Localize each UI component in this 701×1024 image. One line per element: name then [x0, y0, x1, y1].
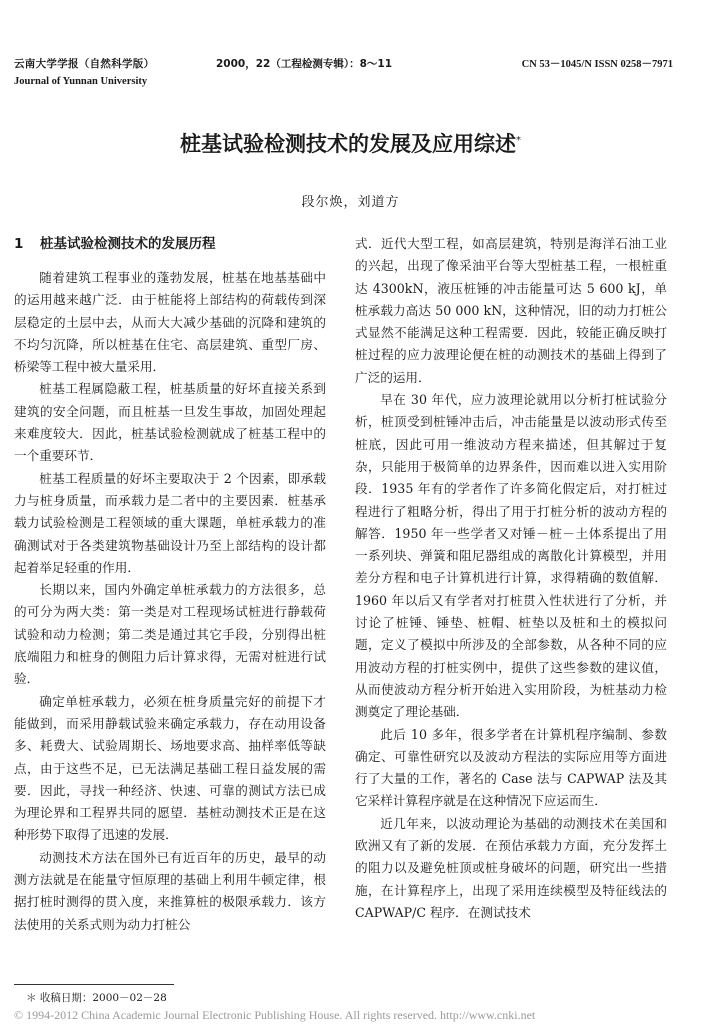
issue-info: 2000，22（工程检测专辑）：8～11: [216, 58, 393, 70]
paragraph: 桩基工程属隐蔽工程，桩基质量的好坏直接关系到建筑的安全问题，而且桩基一旦发生事故，加固处理起来难度较大．因此，桩基试验检测就成了桩基工程中的一个重要环节．: [14, 381, 326, 464]
journal-name-cn: 云南大学学报（自然科学版）: [14, 58, 155, 70]
paragraph-continued: 式．近代大型工程，如高层建筑，特别是海洋石油工业的兴起，出现了像采油平台等大型桩基工程，一根桩重达 4300kN，液压桩锤的冲击能量可达 5 600 kJ，单桩承载力高达 50 000 kN，这种情况，旧的动力打桩公式显然不能满足这种工程需要．因此，较能正确反映打桩过程的应力波理论便在桩的动测技术的基础上得到了广泛的运用．: [355, 236, 667, 385]
section-heading: [14, 233, 326, 255]
paragraph: 长期以来，国内外确定单桩承载力的方法很多，总的可分为两大类：第一类是对工程现场试桩进行静载荷试验和动力检测；第二类是通过其它手段，分别得出桩底端阻力和桩身的侧阻力后计算求得，无需对桩进行试验．: [14, 582, 326, 687]
journal-name-en: Journal of Yunnan University: [14, 76, 148, 87]
paragraph: 动测技术方法在国外已有近百年的历史，最早的动测方法就是在能量守恒原理的基础上利用牛顿定律，根据打桩时测得的贯入度，来推算桩的极限承载力．该方法使用的关系式则为动力打桩公: [14, 849, 326, 932]
issn-info: CN 53－1045/N ISSN 0258－7971: [521, 59, 673, 70]
authors: 段尔焕，刘道方: [301, 195, 400, 210]
paragraph: 此后 10 多年，很多学者在计算机程序编制、参数确定、可靠性研究以及波动方程法的实际应用等方面进行了大量的工作，著名的 Case 法与 CAPWAP 法及其它采样计算程序就是在这种情况下应运而生．: [355, 726, 667, 809]
paragraph: 早在 30 年代，应力波理论就用以分析打桩试验分析，桩顶受到桩锤冲击后，冲击能量是以波动形式传至桩底，因此可用一维波动方程来描述，但其解过于复杂，只能用于极简单的边界条件，因而难以进入实用阶段．1935 年有的学者作了许多简化假定后，对打桩过程进行了粗略分析，得出了用于打桩分析的波动方程的解答．1950 年一些学者又对锤－桩－土体系提出了用一系列块、弹簧和阻尼器组成的离散化计算模型，并用差分方程和电子计算机进行计算，求得精确的数值解．1960 年以后又有学者对打桩贯入性状进行了分析，并讨论了桩锤、锤垫、桩帽、桩垫以及桩和土的模拟问题，定义了模拟中所涉及的全部参数，从各种不同的应用波动方程的打桩实例中，提供了这些参数的建议值，从而使波动方程分析开始进入实用阶段，为桩基动力检测奠定了理论基础．: [355, 392, 667, 720]
footnote: ＊ 收稿日期：2000－02－28: [26, 992, 167, 1004]
left-column: [14, 233, 326, 936]
right-column: [355, 233, 667, 924]
paragraph: 确定单桩承载力，必须在桩身质量完好的前提下才能做到，而采用静载试验来确定承载力，存在动用设备多、耗费大、试验周期长、场地要求高、抽样率低等缺点，由于这些不足，已无法满足基础工程日益发展的需要．因此，寻找一种经济、快速、可靠的测试方法已成为理论界和工程界共同的愿望．基桩动测技术正是在这种形势下取得了迅速的发展．: [14, 693, 326, 843]
section-number: 1: [14, 236, 24, 252]
title-footnote-mark: *: [516, 135, 521, 146]
paper-title-text: 桩基试验检测技术的发展及应用综述: [180, 132, 516, 156]
paragraph: 近几年来，以波动理论为基础的动测技术在美国和欧洲又有了新的发展．在预估承载力方面，充分发挥土的阻力以及避免桩顶或桩身破坏的问题，研究出一些措施，在计算程序上，出现了采用连续模型及特征线法的 CAPWAP/C 程序．在测试技术: [355, 815, 667, 920]
copyright-watermark: © 1994-2012 China Academic Journal Electronic Publishing House. All rights reserved. http://www.cnki.net: [14, 1008, 536, 1022]
paragraph: 随着建筑工程事业的蓬勃发展，桩基在地基基础中的运用越来越广泛．由于桩能将上部结构的荷载传到深层稳定的土层中去，从而大大减少基础的沉降和建筑的不均匀沉降，所以桩基在住宅、高层建筑、重型厂房、桥梁等工程中被大量采用．: [14, 270, 326, 375]
section-title: 桩基试验检测技术的发展历程: [40, 236, 216, 252]
paper-title: [0, 128, 701, 158]
footnote-rule: [14, 984, 174, 985]
paragraph: 桩基工程质量的好坏主要取决于 2 个因素，即承载力与桩身质量，而承载力是二者中的主要因素．桩基承载力试验检测是工程领域的重大课题，单桩承载力的准确测试对于各类建筑物基础设计乃至上部结构的设计都起着举足轻重的作用．: [14, 470, 326, 575]
